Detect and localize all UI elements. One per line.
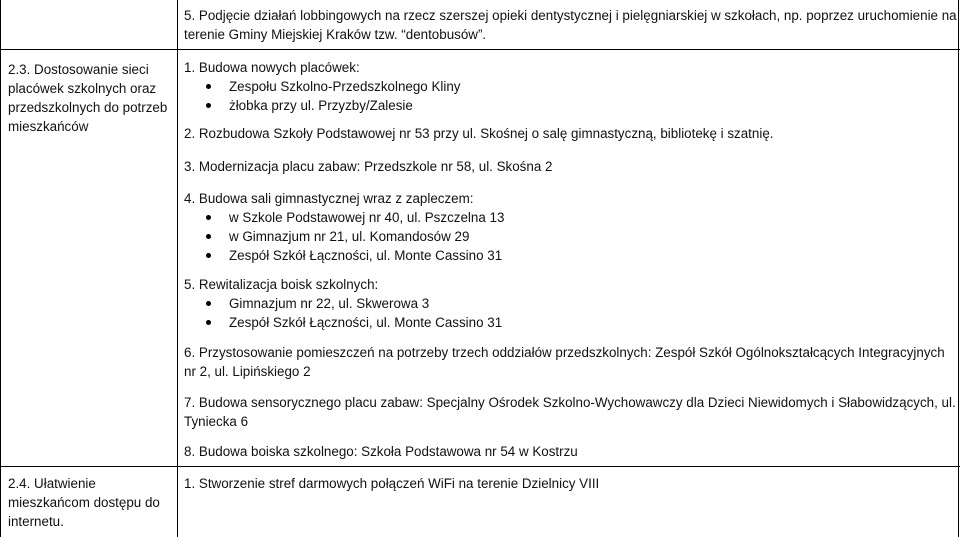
list-item: Zespół Szkół Łączności, ul. Monte Cassino 31 (184, 246, 954, 265)
table-border-right (958, 0, 959, 537)
item-8-school-pitch: 8. Budowa boiska szkolnego: Szkoła Podstawowa nr 54 w Kostrzu (184, 444, 578, 459)
table-border-left (0, 0, 1, 537)
item-7-sensory-playground: 7. Budowa sensorycznego placu zabaw: Specjalny Ośrodek Szkolno-Wychowawczy dla Dzieci Niewidomych i Słabowidzących, ul. Tyniecka 6 (184, 395, 956, 429)
bullet-list (184, 294, 954, 332)
table-column-divider (177, 0, 178, 537)
item-1-new-facilities: 1. Budowa nowych placówek: Zespołu Szkolno-Przedszkolnego Kliny żłobka przy ul. Przyzby/Zalesie (184, 58, 954, 115)
section-2-4-title: 2.4. Ułatwienie mieszkańcom dostępu do internetu. (8, 476, 160, 529)
item-5-school-fields: 5. Rewitalizacja boisk szkolnych: Gimnazjum nr 22, ul. Skwerowa 3 Zespół Szkół Łączności, ul. Monte Cassino 31 (184, 275, 954, 332)
list-item: Gimnazjum nr 22, ul. Skwerowa 3 (184, 294, 954, 313)
list-item: w Gimnazjum nr 21, ul. Komandosów 29 (184, 227, 954, 246)
item-3-playground-modernization: 3. Modernizacja placu zabaw: Przedszkole nr 58, ul. Skośna 2 (184, 159, 553, 174)
bullet-list (184, 208, 954, 265)
list-item: w Szkole Podstawowej nr 40, ul. Pszczelna 13 (184, 208, 954, 227)
item-2-school-expansion: 2. Rozbudowa Szkoły Podstawowej nr 53 przy ul. Skośnej o salę gimnastyczną, bibliotekę i szatnię. (184, 126, 774, 141)
item-5-dental-care: 5. Podjęcie działań lobbingowych na rzecz szerszej opieki dentystycznej i pielęgniarskiej w szkołach, np. poprzez uruchomienie na terenie Gminy Miejskiej Kraków tzw. “dentobusów”. (184, 8, 957, 42)
item-1-wifi-zones: 1. Stworzenie stref darmowych połączeń WiFi na terenie Dzielnicy VIII (184, 476, 600, 491)
item-6-preschool-rooms: 6. Przystosowanie pomieszczeń na potrzeby trzech oddziałów przedszkolnych: Zespół Szkół Ogólnokształcących Integracyjnych nr 2, ul. Lipińskiego 2 (184, 345, 945, 379)
list-item: Zespołu Szkolno-Przedszkolnego Kliny (184, 77, 954, 96)
row-divider (0, 49, 960, 50)
section-2-3-title: 2.3. Dostosowanie sieci placówek szkolnych oraz przedszkolnych do potrzeb mieszkańców (8, 62, 168, 134)
bullet-list (184, 77, 954, 115)
row-divider (0, 466, 960, 467)
list-item: żłobka przy ul. Przyzby/Zalesie (184, 96, 954, 115)
list-item: Zespół Szkół Łączności, ul. Monte Cassino 31 (184, 313, 954, 332)
item-4-gym-construction: 4. Budowa sali gimnastycznej wraz z zapleczem: w Szkole Podstawowej nr 40, ul. Pszczelna 13 w Gimnazjum nr 21, ul. Komandosów 29 Zespół Szkół Łączności, ul. Monte Cassino 31 (184, 189, 954, 265)
